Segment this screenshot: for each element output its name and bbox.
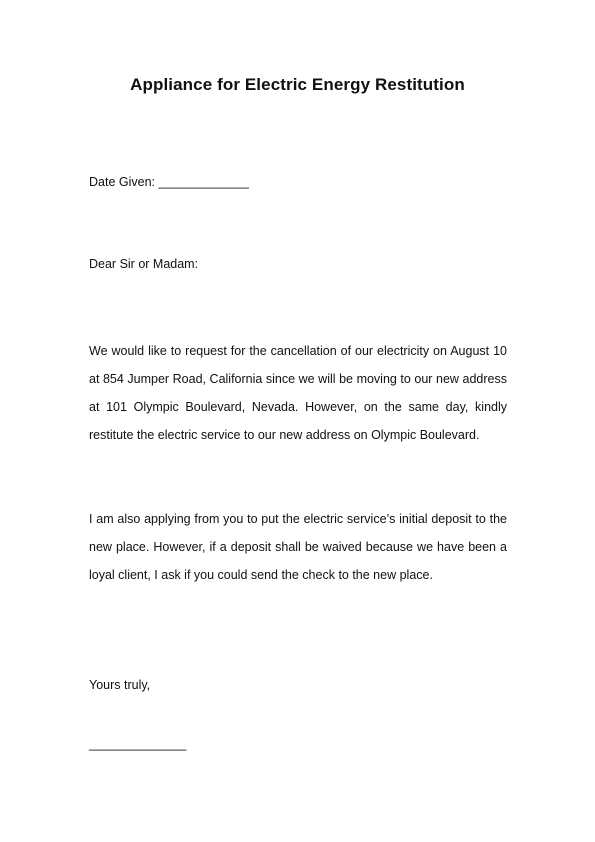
body-paragraph-deposit-request: I am also applying from you to put the electric service’s initial deposit to the new place. However, if a deposit shall be waived because we have been a loyal client, I ask if you could send the check to the new place. (89, 512, 507, 582)
closing: Yours truly, (89, 678, 151, 692)
date-line: Date Given: _____________ (89, 175, 249, 189)
document-title: Appliance for Electric Energy Restitution (130, 75, 465, 94)
signature-line: _______________ (89, 737, 186, 751)
salutation: Dear Sir or Madam: (89, 257, 199, 271)
body-paragraph-cancellation-request: We would like to request for the cancellation of our electricity on August 10 at 854 Jumper Road, California since we will be moving to our new address at 101 Olympic Boulevard, Nevada. However, on the same day, kindly restitute the electric service to our new address on Olympic Boulevard. (89, 344, 507, 442)
